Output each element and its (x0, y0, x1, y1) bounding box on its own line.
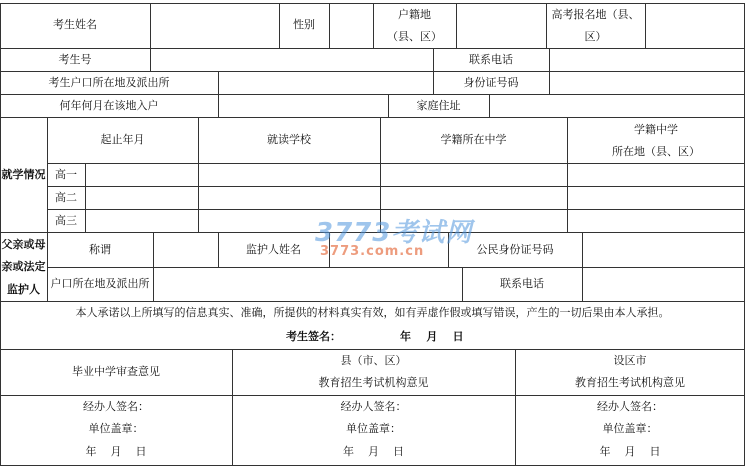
school-seal: 单位盖章： (88, 422, 144, 435)
citizen-id-label: 公民身份证号码 (476, 243, 554, 256)
study-school-location-header: 学籍所在中学 (440, 133, 507, 146)
grade-row-label: 高一 (55, 168, 77, 181)
city-date: 年 月 日 (599, 445, 661, 458)
watermark-url: 3773.com.cn (320, 244, 425, 259)
exam-place-label-line1: 高考报名地（县、 (551, 8, 640, 21)
county-office-label-line1: 县（市、区） (340, 354, 407, 367)
study-period-header: 起止年月 (100, 133, 145, 146)
county-handler-signature: 经办人签名： (340, 400, 407, 413)
grade-row-label: 高二 (55, 191, 77, 204)
guardian-hukou-station-label: 户口所在地及派出所 (50, 277, 150, 290)
exam-number-label: 考生号 (58, 53, 92, 66)
study-school-header: 就读学校 (267, 133, 311, 146)
city-office-label-line1: 设区市 (613, 354, 647, 367)
study-registry-header-line2: 所在地（县、区） (612, 145, 700, 158)
county-seal: 单位盖章： (346, 422, 401, 435)
grade-row-label: 高三 (55, 214, 77, 227)
city-seal: 单位盖章： (602, 422, 658, 435)
home-address-label: 家庭住址 (416, 99, 461, 112)
pledge-statement: 本人承诺以上所填写的信息真实、准确，所提供的材料真实有效，如有弄虚作假或填写错误，产生的一切后果由本人承担。 (75, 306, 670, 319)
hukou-label-line2: （县、区） (387, 30, 442, 43)
county-date: 年 月 日 (343, 445, 404, 458)
gender-label: 性别 (293, 18, 315, 31)
school-review-label: 毕业中学审查意见 (72, 365, 160, 378)
move-in-date-label: 何年何月在该地入户 (59, 99, 159, 112)
guardian-section-label-line1: 父亲或母 (1, 238, 46, 251)
id-number-label: 身份证号码 (463, 76, 519, 89)
city-office-label-line2: 教育招生考试机构意见 (575, 376, 685, 389)
school-handler-signature: 经办人签名： (83, 400, 149, 413)
pledge-date: 年 月 日 (400, 330, 464, 343)
name-label: 考生姓名 (53, 18, 97, 31)
relation-label: 称谓 (89, 243, 111, 256)
guardian-section-label-line3: 监护人 (7, 283, 40, 296)
guardian-phone-label: 联系电话 (500, 277, 544, 290)
school-date: 年 月 日 (85, 445, 147, 458)
phone-label: 联系电话 (469, 53, 513, 66)
exam-place-label-line2: 区） (584, 30, 607, 43)
guardian-name-label: 监护人姓名 (246, 243, 301, 256)
study-section-label: 就学情况 (1, 168, 46, 181)
guardian-section-label-line2: 亲或法定 (1, 260, 46, 273)
hukou-station-label: 考生户口所在地及派出所 (48, 76, 170, 89)
student-signature-label: 考生签名： (286, 330, 341, 343)
city-handler-signature: 经办人签名： (597, 400, 663, 413)
county-office-label-line2: 教育招生考试机构意见 (318, 376, 429, 389)
hukou-label-line1: 户籍地 (398, 8, 431, 21)
study-registry-header-line1: 学籍中学 (634, 123, 678, 136)
watermark-logo: 3773考试网 (315, 218, 473, 248)
